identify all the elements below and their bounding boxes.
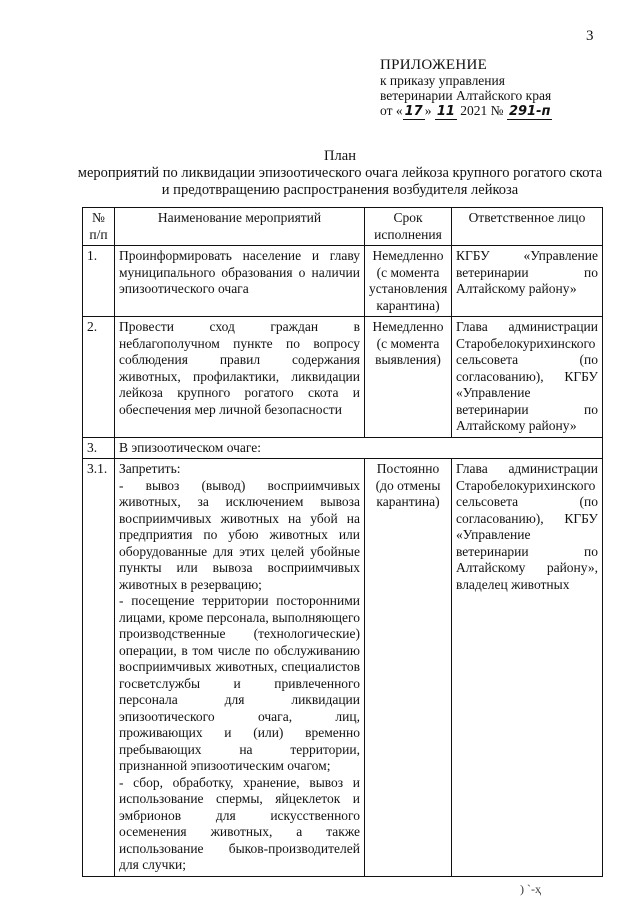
header-responsible: Ответственное лицо: [452, 208, 603, 246]
appendix-line-2: ветеринарии Алтайского края: [380, 88, 552, 103]
table-row: [83, 246, 603, 317]
plan-title: План: [324, 148, 356, 164]
plan-subtitle-2: и предотвращению распространения возбудителя лейкоза: [161, 182, 519, 198]
row-name: [115, 459, 365, 877]
handwritten-month: 11: [436, 104, 455, 119]
prohibit-item: - вывоз (вывод) восприимчивых животных, за исключением вывоза восприимчивых животных на убой на предприятия по убою животных или оборудованные для этих целей убойные пункты или вывоза восприимчивых животных в резервацию;: [119, 477, 360, 592]
header-num: № п/п: [83, 208, 115, 246]
row-name: Проинформировать население и главу муниципального образования о наличии эпизоотического очага: [115, 246, 365, 317]
appendix-block: [380, 58, 552, 120]
row-responsible: Глава администрации Старобелокурихинского сельсовета (по согласованию), КГБУ «Управление ветеринарии по Алтайскому району»: [452, 317, 603, 438]
prohibit-item: - посещение территории посторонними лицами, кроме персонала, выполняющего производственные (технологические) операции, в том числе по обслуживанию восприимчивых животных, специалистов госветслужбы и привлеченного персонала для ликвидации эпизоотического очага, лиц, проживающих и (или) временно пребывающих на территории, признанной эпизоотическим очагом;: [119, 593, 360, 773]
prohibit-heading: Запретить:: [119, 461, 181, 476]
row-term: Немедленно (с момента выявления): [365, 317, 452, 438]
table-row: [83, 459, 603, 877]
appendix-line-1: к приказу управления: [380, 73, 505, 88]
plan-subtitle-1: мероприятий по ликвидации эпизоотического очага лейкоза крупного рогатого скота: [77, 165, 603, 181]
table-row: [83, 437, 603, 459]
row-responsible: КГБУ «Управление ветеринарии по Алтайскому району»: [452, 246, 603, 317]
footer-marks: ) `-ҳ: [520, 882, 541, 896]
page-number: 3: [586, 28, 594, 44]
row-responsible: Глава администрации Старобелокурихинского сельсовета (по согласованию), КГБУ «Управление ветеринарии по Алтайскому району», владелец животных: [452, 459, 603, 877]
header-name: Наименование мероприятий: [115, 208, 365, 246]
date-mid: »: [424, 103, 435, 118]
row-name: В эпизоотическом очаге:: [115, 437, 603, 459]
prohibit-item: - сбор, обработку, хранение, вывоз и использование спермы, яйцеклеток и эмбрионов для искусственного осеменения животных, а также использование быков-производителей для случки;: [119, 774, 360, 872]
row-num: 3.1.: [83, 459, 115, 877]
row-num: 2.: [83, 317, 115, 438]
handwritten-order-number: 291-п: [508, 104, 551, 119]
appendix-date-line: [380, 103, 552, 120]
row-term: Немедленно (с момента установления карантина): [365, 246, 452, 317]
row-num: 3.: [83, 437, 115, 459]
row-term: Постоянно (до отмены карантина): [365, 459, 452, 877]
table-row: [83, 317, 603, 438]
year-label: 2021 №: [456, 103, 507, 118]
measures-table: [82, 207, 603, 877]
table-header-row: [83, 208, 603, 246]
row-name: Провести сход граждан в неблагополучном пункте по вопросу соблюдения правил содержания животных, профилактики, ликвидации лейкоза крупного рогатого скота и обеспечения мер личной безопасности: [115, 317, 365, 438]
plan-heading: [60, 148, 620, 199]
header-term: Срок исполнения: [365, 208, 452, 246]
appendix-title: ПРИЛОЖЕНИЕ: [380, 57, 488, 73]
row-num: 1.: [83, 246, 115, 317]
date-prefix: от «: [380, 103, 403, 118]
handwritten-day: 17: [404, 104, 423, 119]
